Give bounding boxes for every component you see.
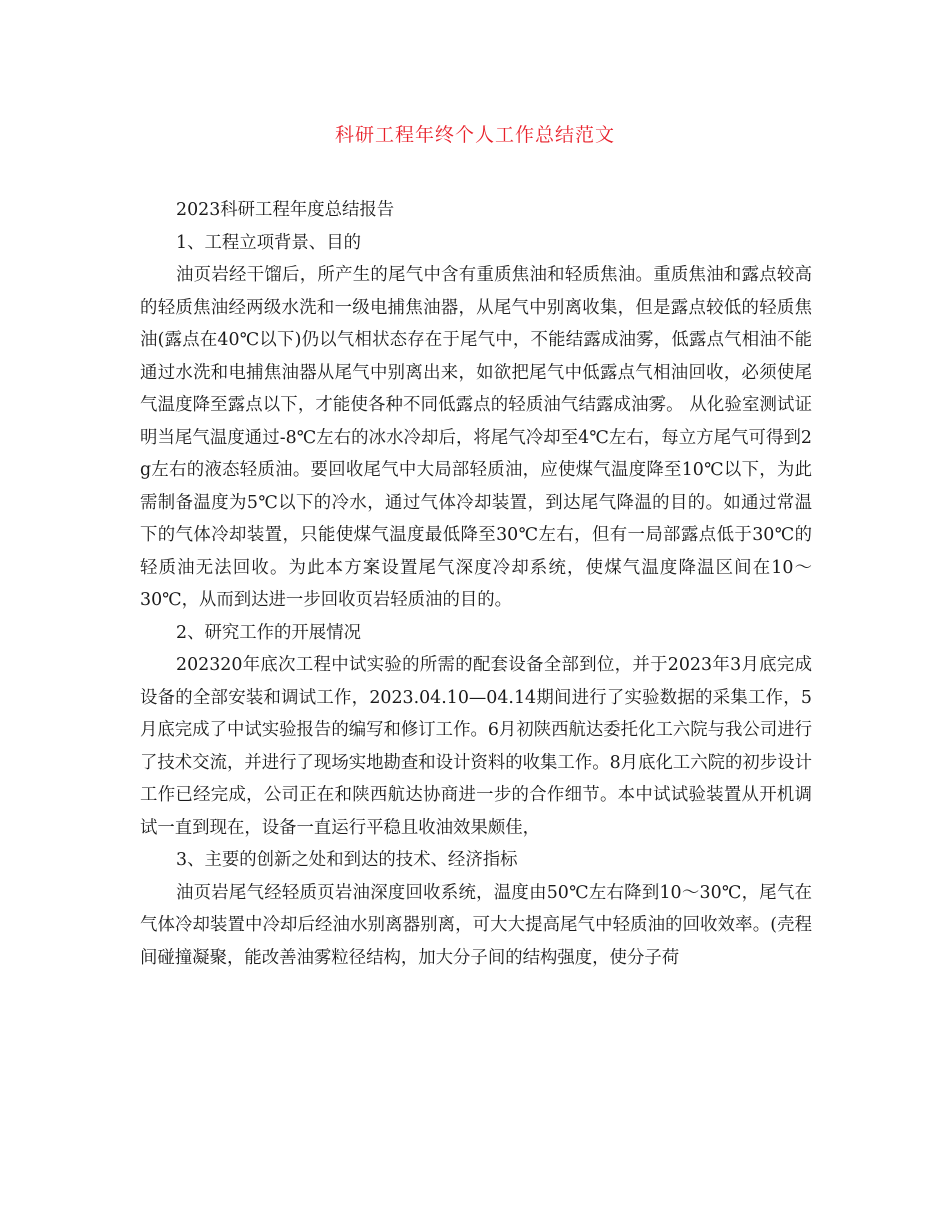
section-heading-2: 2、研究工作的开展情况 bbox=[176, 622, 361, 643]
body-paragraph-1: 油页岩经干馏后，所产生的尾气中含有重质焦油和轻质焦油。重质焦油和露点较高的轻质焦油经两级水洗和一级电捕焦油器，从尾气中别离收集，但是露点较低的轻质焦油(露点在40℃以下)仍以气相状态存在于尾气中，不能结露成油雾，低露点气相油不能通过水洗和电捕焦油器从尾气中别离出来，如欲把尾气中低露点气相油回收，必须使尾气温度降至露点以下，才能使各种不同低露点的轻质油气结露成油雾。 从化验室测试证明当尾气温度通过-8℃左右的冰水冷却后，将尾气冷却至4℃左右，每立方尾气可得到2 g左右的液态轻质油。要回收尾气中大局部轻质油，应使煤气温度降至10℃以下，为此需制备温度为5℃以下的冷水，通过气体冷却装置，到达尾气降温的目的。如通过常温下的气体冷却装置，只能使煤气温度最低降至30℃左右，但有一局部露点低于30℃的轻质油无法回收。为此本方案设置尾气深度冷却系统，使煤气温度降温区间在10～30℃，从而到达进一步回收页岩轻质油的目的。 bbox=[140, 265, 812, 610]
section-heading-3: 3、主要的创新之处和到达的技术、经济指标 bbox=[176, 850, 518, 870]
body-paragraph-3: 油页岩尾气经轻质页岩油深度回收系统，温度由50℃左右降到10～30℃，尾气在气体冷却装置中冷却后经油水别离器别离，可大大提高尾气中轻质油的回收效率。(壳程间碰撞凝聚，能改善油雾粒径结构，加大分子间的结构强度，使分子荷 bbox=[140, 882, 812, 968]
document-body bbox=[140, 194, 812, 974]
report-heading: 2023科研工程年度总结报告 bbox=[176, 200, 395, 220]
document-title: 科研工程年终个人工作总结范文 bbox=[334, 124, 615, 146]
section-heading-1: 1、工程立项背景、目的 bbox=[176, 232, 361, 253]
body-paragraph-2: 202320年底次工程中试实验的所需的配套设备全部到位，并于2023年3月底完成设备的全部安装和调试工作，2023.04.10—04.14期间进行了实验数据的采集工作，5月底完成了中试实验报告的编写和修订工作。6月初陕西航达委托化工六院与我公司进行了技术交流，并进行了现场实地勘查和设计资料的收集工作。8月底化工六院的初步设计工作已经完成，公司正在和陕西航达协商进一步的合作细节。本中试试验装置从开机调试一直到现在，设备一直运行平稳且收油效果颇佳， bbox=[140, 655, 812, 838]
